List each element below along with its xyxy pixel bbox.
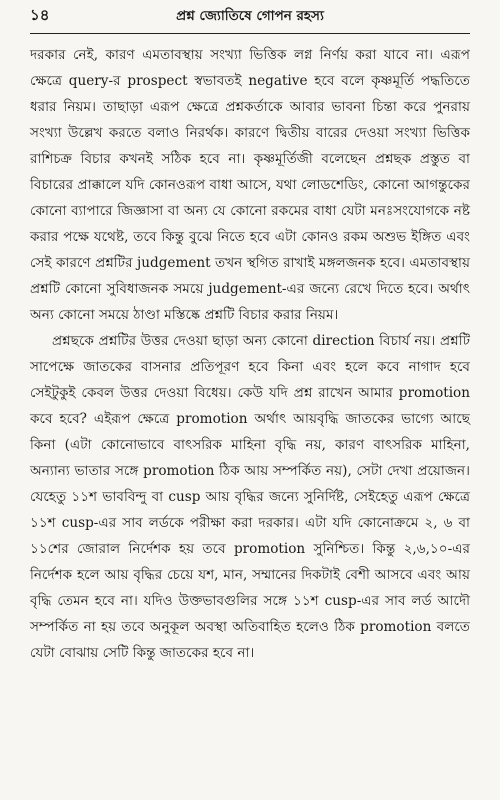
- page-header: [30, 4, 470, 34]
- paragraph: প্রশ্নছকে প্রশ্নটির উত্তর দেওয়া ছাড়া অন্য কোনো direction বিচার্য নয়। প্রশ্নটি সাপেক্ষে জাতকের বাসনার প্রতিপূরণ হবে কিনা এবং হলে কবে নাগাদ হবে সেইটুকুই কেবল উত্তর দেওয়া বিধেয়। কেউ যদি প্রশ্ন রাখেন আমার promotion কবে হবে? এইরূপ ক্ষেত্রে promotion অর্থাৎ আয়বৃদ্ধি জাতকের ভাগ্যে আছে কিনা (এটা কোনোভাবে বাৎসরিক মাহিনা বৃদ্ধি নয়, কারণ বাৎসরিক মাহিনা, অন্যান্য ভাতার সঙ্গে promotion ঠিক আয় সম্পর্কিত নয়), সেটা দেখা প্রয়োজন। যেহেতু ১১শ ভাববিন্দু বা cusp আয় বৃদ্ধির জন্যে সুনির্দিষ্ট, সেইহেতু এরূপ ক্ষেত্রে ১১শ cusp-এর সাব লর্ডকে পরীক্ষা করা দরকার। এটা যদি কোনোক্রমে ২, ৬ বা ১১শের জোরাল নির্দেশক হয় তবে promotion সুনিশ্চিত। কিন্তু ২,৬,১০-এর নির্দেশক হলে আয় বৃদ্ধির চেয়ে যশ, মান, সম্মানের দিকটাই বেশী আসবে এবং আয় বৃদ্ধি তেমন হবে না। যদিও উক্তভাবগুলির সঙ্গে ১১শ cusp-এর সাব লর্ড আদৌ সম্পর্কিত না হয় তবে অনুকূল অবস্থা অতিবাহিত হলেও ঠিক promotion বলতে যেটা বোঝায় সেটি কিন্তু জাতকের হবে না।: [30, 333, 470, 661]
- paragraph: দরকার নেই, কারণ এমতাবস্থায় সংখ্যা ভিত্তিক লগ্ন নির্ণয় করা যাবে না। এরূপ ক্ষেত্রে query-র prospect স্বভাবতই negative হবে বলে কৃষ্ণমূর্তি পদ্ধতিতে ধরার নিয়ম। তাছাড়া এরূপ ক্ষেত্রে প্রশ্নকর্তাকে আবার ভাবনা চিন্তা করে পুনরায় সংখ্যা উল্লেখ করতে বলাও নিরর্থক। কারণে দ্বিতীয় বারের দেওয়া সংখ্যা ভিত্তিক রাশিচক্র বিচার কখনই সঠিক হবে না। কৃষ্ণমূর্তিজী বলেছেন প্রশ্নছক প্রস্তুত বা বিচারের প্রাক্কালে যদি কোনওরূপ বাধা আসে, যথা লোডশেডিং, কোনো আগন্তুকের কোনো ব্যাপারে জিজ্ঞাসা বা অন্য যে কোনো রকমের বাধা যেটা মনঃসংযোগকে নষ্ট করার পক্ষে যথেষ্ট, তবে কিন্তু বুঝে নিতে হবে এটা কোনও রকম অশুভ ইঙ্গিত এবং সেই কারণে প্রশ্নটির judgement তখন স্থগিত রাখাই মঙ্গলজনক হবে। এমতাবস্থায় প্রশ্নটি কোনো সুবিধাজনক সময়ে judgement-এর জন্যে রেখে দিতে হবে। অর্থাৎ অন্য কোনো সময়ে ঠাণ্ডা মস্তিষ্কে প্রশ্নটি বিচার করার নিয়ম।: [30, 47, 470, 323]
- running-title: প্রশ্ন জ্যোতিষে গোপন রহস্য: [176, 8, 324, 24]
- page-number: ১৪: [30, 6, 50, 24]
- body-text: [30, 42, 470, 666]
